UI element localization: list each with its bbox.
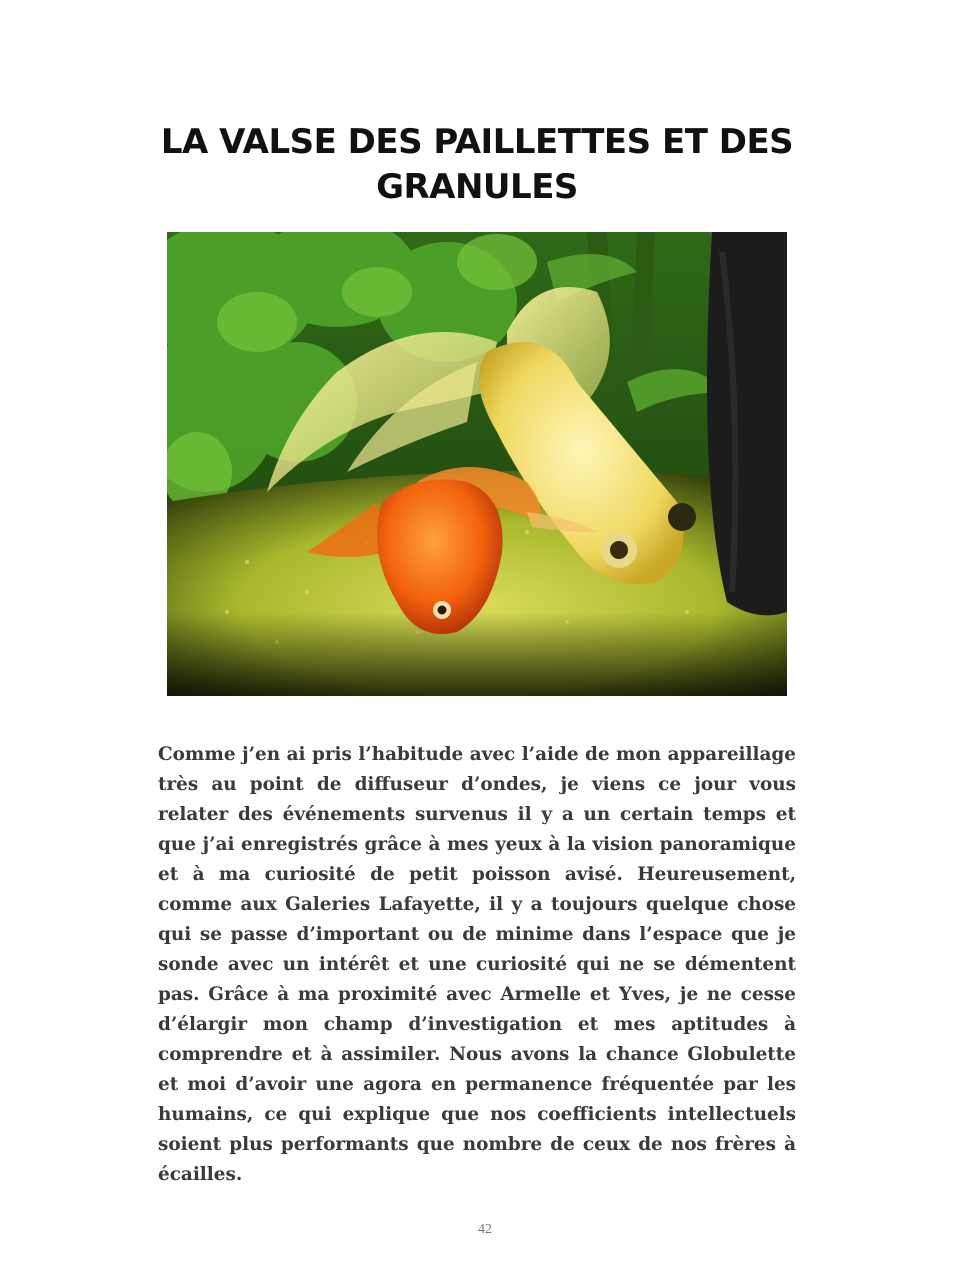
body-paragraph: Comme j’en ai pris l’habitude avec l’aide de mon appareillage très au point de diffuseur d’ondes, je viens ce jour vous relater des événements survenus il y a un certain temps et que j’ai enregistrés grâce à mes yeux à la vision panoramique et à ma curiosité de petit poisson avisé. Heureusement, comme aux Galeries Lafayette, il y a toujours quelque chose qui se passe d’important ou de minime dans l’espace que je sonde avec un intérêt et une curiosité qui ne se démentent pas. Grâce à ma proximité avec Armelle et Yves, je ne cesse d’élargir mon champ d’investigation et mes aptitudes à comprendre et à assimiler. Nous avons la chance Globulette et moi d’avoir une agora en permanence fréquentée par les humains, ce qui explique que nos coefficients intellectuels soient plus performants que nombre de ceux de nos frères à écailles.: [158, 744, 796, 1185]
goldfish-illustration: [167, 232, 787, 696]
page-number: 42: [478, 1222, 492, 1237]
goldfish-photo: [167, 232, 787, 696]
page-title: LA VALSE DES PAILLETTES ET DES GRANULES: [160, 122, 794, 207]
